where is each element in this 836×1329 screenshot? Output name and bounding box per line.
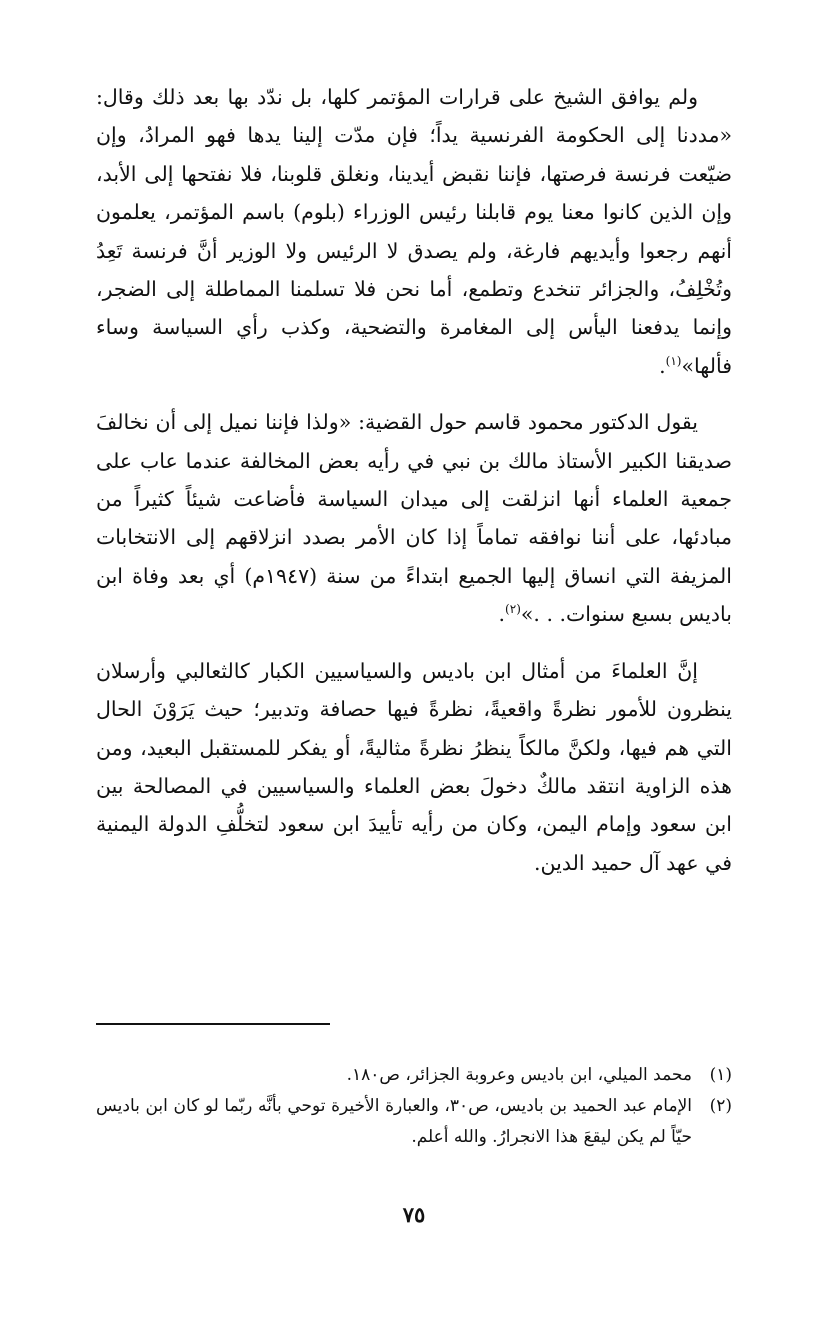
book-page: [96, 78, 732, 1278]
footnote-number: (٢): [709, 1096, 732, 1116]
page-number: ٧٥: [402, 1202, 426, 1227]
footnote-2: [96, 1091, 732, 1153]
paragraph-text: ولم يوافق الشيخ على قرارات المؤتمر كلها، بل ندّد بها بعد ذلك وقال: «مددنا إلى الحكومة الفرنسية يداً؛ فإن مدّت إلينا يدها فهو المرادُ، وإن ضيّعت فرنسة فرصتها، فإننا نقبض أيدينا، ونغلق قلوبنا، فلا نفتحها إلى الأبد، وإن الذين كانوا معنا يوم قابلنا رئيس الوزراء (بلوم) باسم المؤتمر، يعلمون أنهم رجعوا وأيديهم فارغة، ولم يصدق لا الرئيس ولا الوزير أنَّ فرنسة تَعِدُ وتُخْلِفُ، والجزائر تنخدع وتطمع، أما نحن فلا تسلمنا المماطلة إلى الضجر، وإنما يدفعنا اليأس إلى المغامرة والتضحية، وكذب رأي السياسة وساء فألها»: [96, 85, 732, 378]
paragraph-tail: .: [659, 353, 666, 378]
footnote-reference-1: (١): [665, 354, 682, 369]
paragraph-congress-resolutions: [96, 78, 732, 385]
footnote-number: (١): [709, 1065, 732, 1085]
paragraph-mahmoud-qasim-quote: [96, 403, 732, 633]
paragraph-realistic-view: [96, 652, 732, 882]
footnote-separator-line: [96, 1023, 330, 1025]
footnote-reference-2: (٢): [505, 602, 521, 617]
paragraph-text: يقول الدكتور محمود قاسم حول القضية: «ولذا فإننا نميل إلى أن نخالفَ صديقنا الكبير الأستاذ مالك بن نبي في رأيه بعض المخالفة عندما عاب على جمعية العلماء أنها انزلقت إلى ميدان السياسة فأضاعت شيئاً كثيراً من مبادئها، على أننا نوافقه تماماً إذا كان الأمر بصدد انزلاقهم إلى الانتخابات المزيفة التي انساق إليها الجميع ابتداءً من سنة (١٩٤٧م) أي بعد وفاة ابن باديس بسبع سنوات. . .»: [96, 410, 732, 627]
footnote-text: محمد الميلي، ابن باديس وعروبة الجزائر، ص١٨٠.: [346, 1065, 692, 1085]
paragraph-tail: .: [498, 602, 506, 627]
footnote-text: الإمام عبد الحميد بن باديس، ص٣٠، والعبارة الأخيرة توحي بأنَّه ربّما لو كان ابن باديس حيّاً لم يكن ليقعَ هذا الانجرارُ. والله أعلم.: [96, 1096, 692, 1147]
footnote-1: [96, 1060, 732, 1091]
paragraph-text: إنَّ العلماءَ من أمثال ابن باديس والسياسيين الكبار كالثعالبي وأرسلان ينظرون للأمور نظرةً واقعيةً، نظرةً فيها حصافة وتدبير؛ حيث يَرَوْنَ الحال التي هم فيها، ولكنَّ مالكاً ينظرُ نظرةً مثاليةً، أو يفكر للمستقبل البعيد، ومن هذه الزاوية انتقد مالكٌ دخولَ بعض العلماء والسياسيين في المصالحة بين ابن سعود وإمام اليمن، وكان من رأيه تأييدَ ابن سعود لتخلُّفِ الدولة اليمنية في عهد آل حميد الدين.: [96, 658, 732, 875]
footnotes-section: [96, 1060, 732, 1153]
